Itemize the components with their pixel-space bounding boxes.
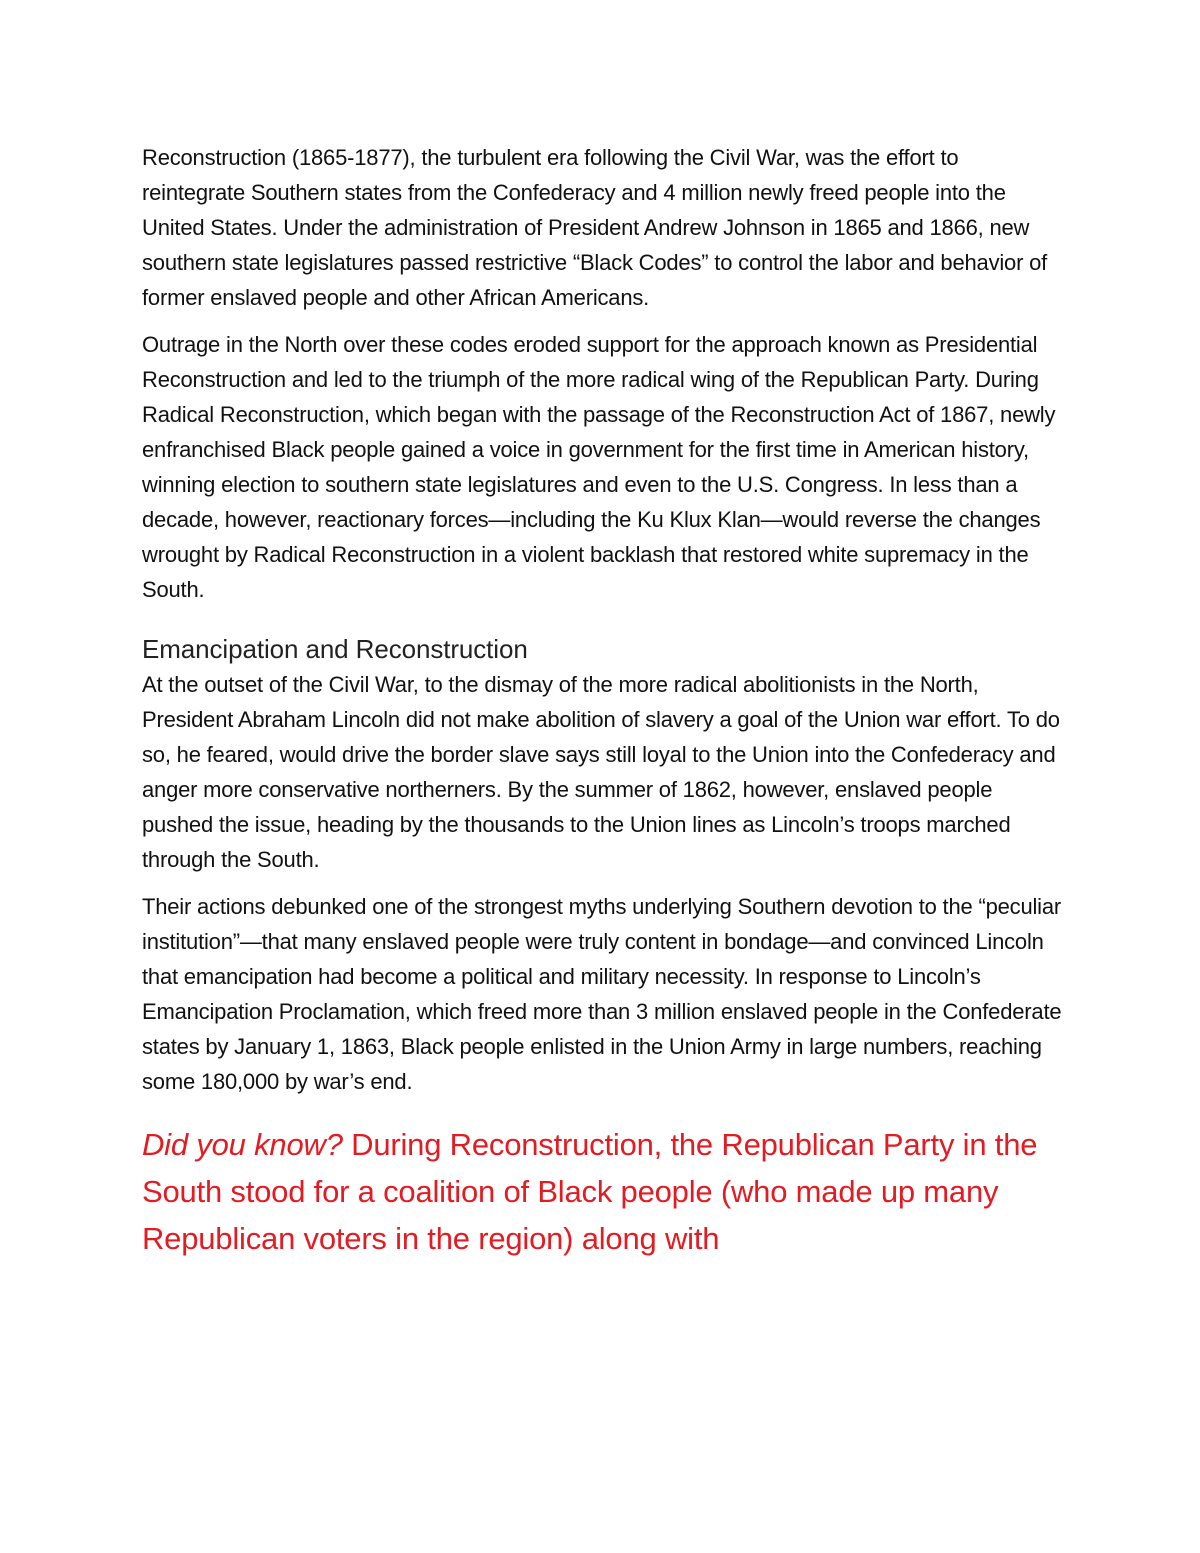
document-body (142, 140, 1062, 1262)
paragraph-radical-reconstruction: Outrage in the North over these codes eroded support for the approach known as Presidential Reconstruction and led to the triumph of the more radical wing of the Republican Party. During Radical Reconstruction, which began with the passage of the Reconstruction Act of 1867, newly enfranchised Black people gained a voice in government for the first time in American history, winning election to southern state legislatures and even to the U.S. Congress. In less than a decade, however, reactionary forces—including the Ku Klux Klan—would reverse the changes wrought by Radical Reconstruction in a violent backlash that restored white supremacy in the South. (142, 332, 1056, 602)
callout-lead: Did you know? (142, 1127, 343, 1162)
did-you-know-callout (142, 1121, 1062, 1262)
paragraph-emancipation: Their actions debunked one of the strongest myths underlying Southern devotion to the “peculiar institution”—that many enslaved people were truly content in bondage—and convinced Lincoln that emancipation had become a political and military necessity. In response to Lincoln’s Emancipation Proclamation, which freed more than 3 million enslaved people in the Confederate states by January 1, 1863, Black people enlisted in the Union Army in large numbers, reaching some 180,000 by war’s end. (142, 894, 1062, 1094)
callout-text: During Reconstruction, the Republican Party in the South stood for a coalition of Black people (who made up many Republican voters in the region) along with (142, 1127, 1038, 1256)
paragraph-intro: Reconstruction (1865-1877), the turbulent era following the Civil War, was the effort to reintegrate Southern states from the Confederacy and 4 million newly freed people into the United States. Under the administration of President Andrew Johnson in 1865 and 1866, new southern state legislatures passed restrictive “Black Codes” to control the labor and behavior of former enslaved people and other African Americans. (142, 145, 1048, 310)
paragraph-civil-war-outset: At the outset of the Civil War, to the dismay of the more radical abolitionists in the North, President Abraham Lincoln did not make abolition of slavery a goal of the Union war effort. To do so, he feared, would drive the border slave says still loyal to the Union into the Confederacy and anger more conservative northerners. By the summer of 1862, however, enslaved people pushed the issue, heading by the thousands to the Union lines as Lincoln’s troops marched through the South. (142, 672, 1060, 872)
section-heading: Emancipation and Reconstruction (142, 634, 528, 664)
